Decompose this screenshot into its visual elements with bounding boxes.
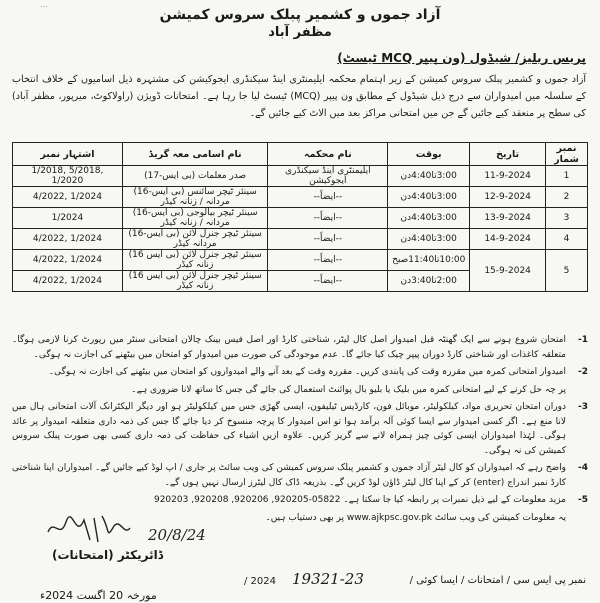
cell-time: 2:00تا3:40دن (388, 271, 470, 292)
director-designation: ڈائریکٹر (امتحانات) (52, 548, 164, 562)
cell-time: 3:00تا4:40دن (388, 229, 470, 250)
header-time: بوقت (388, 143, 470, 166)
instructions-list (12, 333, 588, 528)
cell-department: --ایضاً-- (268, 208, 388, 229)
instruction-text: دوران امتحان تحریری مواد، کیلکولیٹر، موبائل فون، کارڈیس ٹیلیفون، ایسی گھڑی جس میں کیلکولیٹر ہو اور دیگر الیکٹرانک آلات امتحانی ہال میں لانا منع ہے۔ اگر کسی امیدوار سے ایسا کوئی آلہ برآمد ہوا تو اس امیدوار کا پرچہ منسوخ کر دیا جائے گا جس کی ذمہ داری متعلقہ امیدوار پر عائد ہوگی۔ لہٰذا امیدواران ایسی کوئی چیز ہمراہ لانے سے گریز کریں۔ علاوہ ازیں اشیاء کی حفاظت کی ذمہ داری کسی بھی صورت پبلک سروس کمیشن کی نہ ہوگی۔ (12, 402, 566, 456)
cell-ad-number: 1/2018, 5/2018, 1/2020 (13, 166, 123, 187)
instruction-number: 2- (577, 367, 588, 377)
organization-city: مظفر آباد (268, 25, 332, 40)
reference-year: / 2024 (244, 576, 276, 587)
instruction-text: امیدوار امتحانی کمرہ میں مقررہ وقت کی پابندی کریں۔ مقررہ وقت کے بعد آنے والے امیدواروں کو امتحان میں بیٹھنے کی اجازت نہ ہوگی۔ (48, 367, 566, 377)
press-release-subject: پریس ریلیز/ شیڈول (ون پیپر MCQ ٹیسٹ) (337, 51, 586, 65)
cell-serial: 1 (546, 166, 588, 187)
organization-title: آزاد جموں و کشمیر پبلک سروس کمیشن (159, 7, 441, 23)
instruction-item (12, 400, 588, 458)
cell-department: --ایضاً-- (268, 250, 388, 271)
instruction-item (12, 493, 588, 508)
cell-time: 3:00تا4:40دن (388, 166, 470, 187)
cell-serial: 2 (546, 187, 588, 208)
instruction-item (12, 365, 588, 380)
table-row (13, 250, 588, 271)
instruction-item (12, 333, 588, 362)
instruction-item (12, 461, 588, 490)
header-department: نام محکمہ (268, 143, 388, 166)
cell-ad-number: 4/2022, 1/2024 (13, 250, 123, 271)
cell-time: 3:00تا4:40دن (388, 187, 470, 208)
cell-serial: 5 (546, 250, 588, 292)
cell-post: صدر معلمات (بی ایس-17) (122, 166, 268, 187)
table-row (13, 187, 588, 208)
cell-date: 12-9-2024 (470, 187, 546, 208)
cell-department: --ایضاً-- (268, 271, 388, 292)
instruction-number: 5- (577, 495, 588, 505)
instruction-number: 3- (577, 402, 588, 412)
cell-date: 13-9-2024 (470, 208, 546, 229)
cell-post: سینئر ٹیچر جنرل لائن (بی ایس-16) مردانہ کیڈر (122, 229, 268, 250)
header-post: نام اسامی معہ گریڈ (122, 143, 268, 166)
issue-date: مورخہ 20 اگست 2024ء (40, 589, 157, 602)
instruction-text: یہ معلومات کمیشن کی ویب سائٹ www.ajkpsc.gov.pk پر بھی دستیاب ہیں۔ (265, 512, 566, 523)
instruction-number (566, 383, 588, 398)
table-row (13, 229, 588, 250)
cell-time: 10:00تا11:40صبح (388, 250, 470, 271)
instruction-item (12, 383, 588, 398)
table-row (13, 166, 588, 187)
cell-ad-number: 4/2022, 1/2024 (13, 271, 123, 292)
reference-text: نمبر پی ایس سی / امتحانات / ایسا کوئی / (409, 575, 586, 586)
reference-number: 19321-23 (292, 570, 364, 588)
instruction-text: امتحان شروع ہونے سے ایک گھنٹہ قبل امیدوار اصل کال لیٹر، شناختی کارڈ اور اصل فیس بینک چالان امتحانی سنٹر میں رپورٹ کرنا لازمی ہوگا۔ متعلقہ کاغذات اور شناختی کارڈ دوران پیپر چیک کیا جائے گا۔ عدم موجودگی کی صورت میں امیدوار کو امتحان میں بیٹھنے کی اجازت نہ ہوگی۔ (12, 335, 566, 360)
instruction-number (566, 511, 588, 526)
cell-serial: 4 (546, 229, 588, 250)
schedule-table (12, 142, 588, 292)
cell-ad-number: 1/2024 (13, 208, 123, 229)
handwritten-signature (40, 510, 240, 550)
instruction-text: مزید معلومات کے لیے ذیل نمبرات پر رابطہ کیا جا سکتا ہے۔ 05822-920205, 920206, 920208, 920203 (153, 495, 566, 505)
table-row (13, 208, 588, 229)
cell-ad-number: 4/2022, 1/2024 (13, 229, 123, 250)
top-margin-mark: ... (40, 0, 48, 9)
instruction-text: پر چہ حل کرنے کے لیے امتحانی کمرہ میں بلیک یا بلیو بال پوائنٹ استعمال کی جائے گی جس کا ساتھ لانا ضروری ہے۔ (131, 384, 566, 395)
cell-post: سینئر ٹیچر جنرل لائن (بی ایس 16) زنانہ کیڈر (122, 271, 268, 292)
header-date: تاریخ (470, 143, 546, 166)
cell-date: 14-9-2024 (470, 229, 546, 250)
instruction-number: 4- (577, 463, 588, 473)
cell-post: سینئر ٹیچر جنرل لائن (بی ایس 16) زنانہ کیڈر (122, 250, 268, 271)
cell-serial: 3 (546, 208, 588, 229)
instruction-text: واضح رہے کہ امیدواران کو کال لیٹر آزاد جموں و کشمیر پبلک سروس کمیشن کی ویب سائٹ پر جاری / اپ لوڈ کیے جائیں گے۔ امیدواران اپنا شناختی کارڈ نمبر اندراج (enter) کر کے اپنا کال لیٹر ڈاؤن لوڈ کریں گے۔ بذریعہ ڈاک کال لیٹرز ارسال نہیں ہوں گے۔ (12, 463, 566, 488)
header-ad-number: اشتہار نمبر (13, 143, 123, 166)
cell-time: 3:00تا4:40دن (388, 208, 470, 229)
cell-department: --ایضاً-- (268, 229, 388, 250)
cell-department: --ایضاً-- (268, 187, 388, 208)
signature-date: 20/8/24 (148, 526, 206, 544)
cell-date: 15-9-2024 (470, 250, 546, 292)
cell-department: ایلیمنٹری اینڈ سیکنڈری ایجوکیشن (268, 166, 388, 187)
intro-paragraph: آزاد جموں و کشمیر پبلک سروس کمیشن کے زیر اہتمام محکمہ ایلیمنٹری اینڈ سیکنڈری ایجوکیشن کی مشتہرہ ذیل اسامیوں کے خلاف انتخاب کے سلسلہ میں امیدواران سے درج ذیل شیڈول کے مطابق ون پیپر (MCQ) ٹیسٹ لیا جا رہا ہے۔ امتحانات ڈویژن (راولاکوٹ، میرپور، مظفر آباد) کی سطح پر منعقد کیے جائیں گے جن میں امتحانی مراکز بعد میں الاٹ کیے جائیں گے۔ (12, 74, 587, 119)
header-serial: نمبر شمار (546, 143, 588, 166)
cell-ad-number: 4/2022, 1/2024 (13, 187, 123, 208)
cell-date: 11-9-2024 (470, 166, 546, 187)
table-header-row (13, 143, 588, 166)
instruction-number: 1- (577, 335, 588, 345)
cell-post: سینئر ٹیچر بیالوجی (بی ایس-16) مردانہ / زنانہ کیڈر (122, 208, 268, 229)
cell-post: سینئر ٹیچر سائنس (بی ایس-16) مردانہ / زنانہ کیڈر (122, 187, 268, 208)
